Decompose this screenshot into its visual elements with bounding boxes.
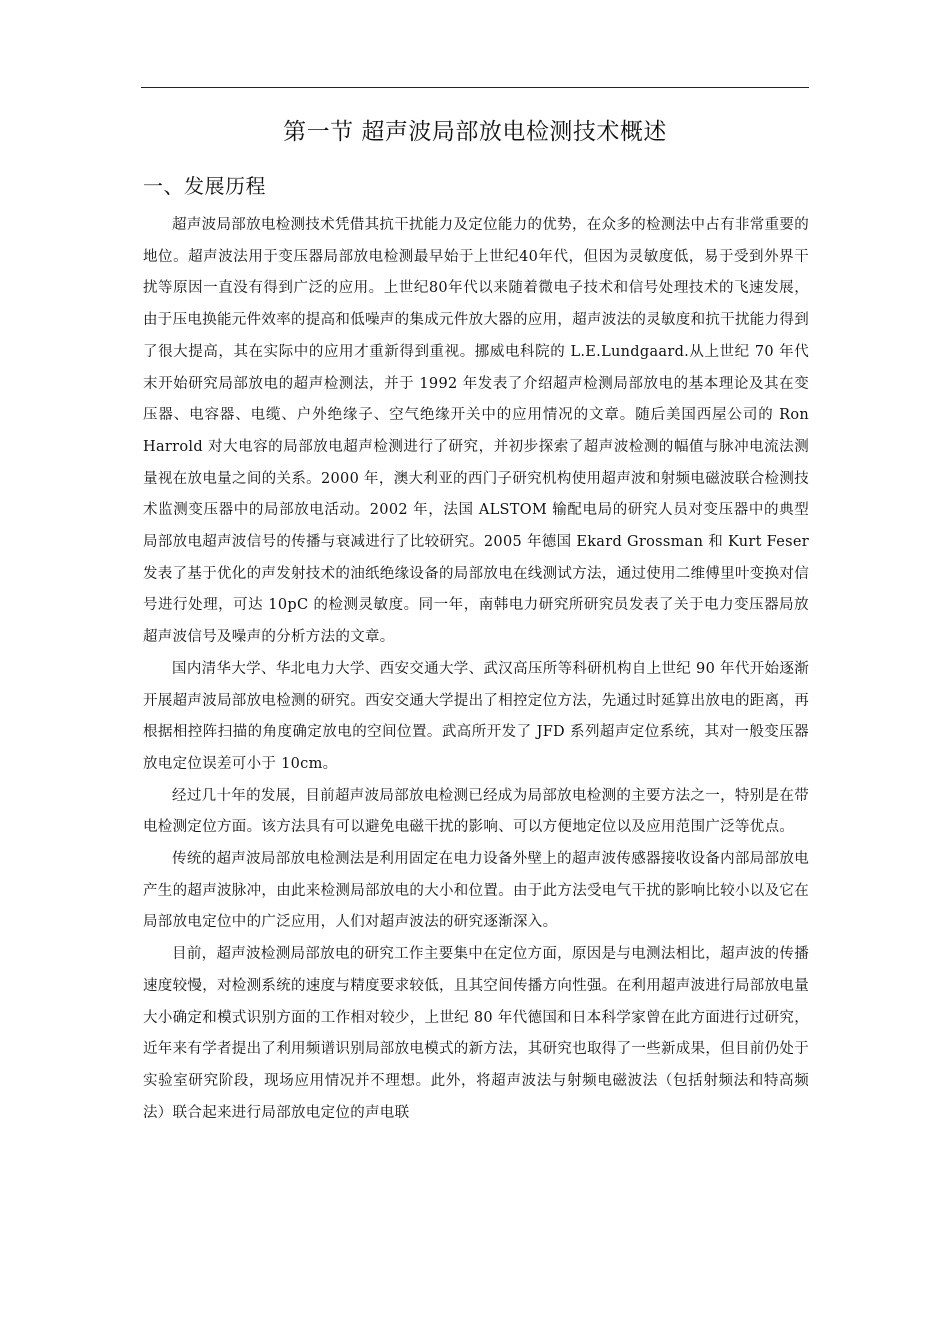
header-rule	[141, 87, 809, 88]
paragraph-domestic-research: 国内清华大学、华北电力大学、西安交通大学、武汉高压所等科研机构自上世纪 90 年代开始逐渐开展超声波局部放电检测的研究。西安交通大学提出了相控定位方法，先通过时延算出放电的距离，再根据相控阵扫描的角度确定放电的空间位置。武高所开发了 JFD 系列超声定位系统，其对一般变压器放电定位误差可小于 10cm。	[143, 660, 809, 772]
paragraph-history: 超声波局部放电检测技术凭借其抗干扰能力及定位能力的优势，在众多的检测法中占有非常重要的地位。超声波法用于变压器局部放电检测最早始于上世纪40年代，但因为灵敏度低，易于受到外界干扰等原因一直没有得到广泛的应用。上世纪80年代以来随着微电子技术和信号处理技术的飞速发展，由于压电换能元件效率的提高和低噪声的集成元件放大器的应用，超声波法的灵敏度和抗干扰能力得到了很大提高，其在实际中的应用才重新得到重视。挪威电科院的 L.E.Lundgaard.从上世纪 70 年代末开始研究局部放电的超声检测法，并于 1992 年发表了介绍超声检测局部放电的基本理论及其在变压器、电容器、电缆、户外绝缘子、空气绝缘开关中的应用情况的文章。随后美国西屋公司的 Ron Harrold 对大电容的局部放电超声检测进行了研究，并初步探索了超声波检测的幅值与脉冲电流法测量视在放电量之间的关系。2000 年，澳大利亚的西门子研究机构使用超声波和射频电磁波联合检测技术监测变压器中的局部放电活动。2002 年，法国 ALSTOM 输配电局的研究人员对变压器中的典型局部放电超声波信号的传播与衰减进行了比较研究。2005 年德国 Ekard Grossman 和 Kurt Feser 发表了基于优化的声发射技术的油纸绝缘设备的局部放电在线测试方法，通过使用二维傅里叶变换对信号进行处理，可达 10pC 的检测灵敏度。同一年，南韩电力研究所研究员发表了关于电力变压器局放超声波信号及噪声的分析方法的文章。	[143, 217, 809, 646]
paragraph-current-research: 目前，超声波检测局部放电的研究工作主要集中在定位方面，原因是与电测法相比，超声波的传播速度较慢，对检测系统的速度与精度要求较低，且其空间传播方向性强。在利用超声波进行局部放电量大小确定和模式识别方面的工作相对较少，上世纪 80 年代德国和日本科学家曾在此方面进行过研究，近年来有学者提出了利用频谱识别局部放电模式的新方法，其研究也取得了一些新成果，但目前仍处于实验室研究阶段，现场应用情况并不理想。此外，将超声波法与射频电磁波法（包括射频法和特高频法）联合起来进行局部放电定位的声电联	[143, 946, 809, 1121]
paragraph-development: 经过几十年的发展，目前超声波局部放电检测已经成为局部放电检测的主要方法之一，特别是在带电检测定位方面。该方法具有可以避免电磁干扰的影响、可以方便地定位以及应用范围广泛等优点。	[143, 787, 809, 836]
paragraph-traditional-method: 传统的超声波局部放电检测法是利用固定在电力设备外壁上的超声波传感器接收设备内部局部放电产生的超声波脉冲，由此来检测局部放电的大小和位置。由于此方法受电气干扰的影响比较小以及它在局部放电定位中的广泛应用，人们对超声波法的研究逐渐深入。	[143, 851, 809, 931]
section-title: 第一节 超声波局部放电检测技术概述	[283, 119, 667, 145]
body-text	[143, 210, 809, 1129]
subsection-title: 一、发展历程	[143, 174, 266, 198]
